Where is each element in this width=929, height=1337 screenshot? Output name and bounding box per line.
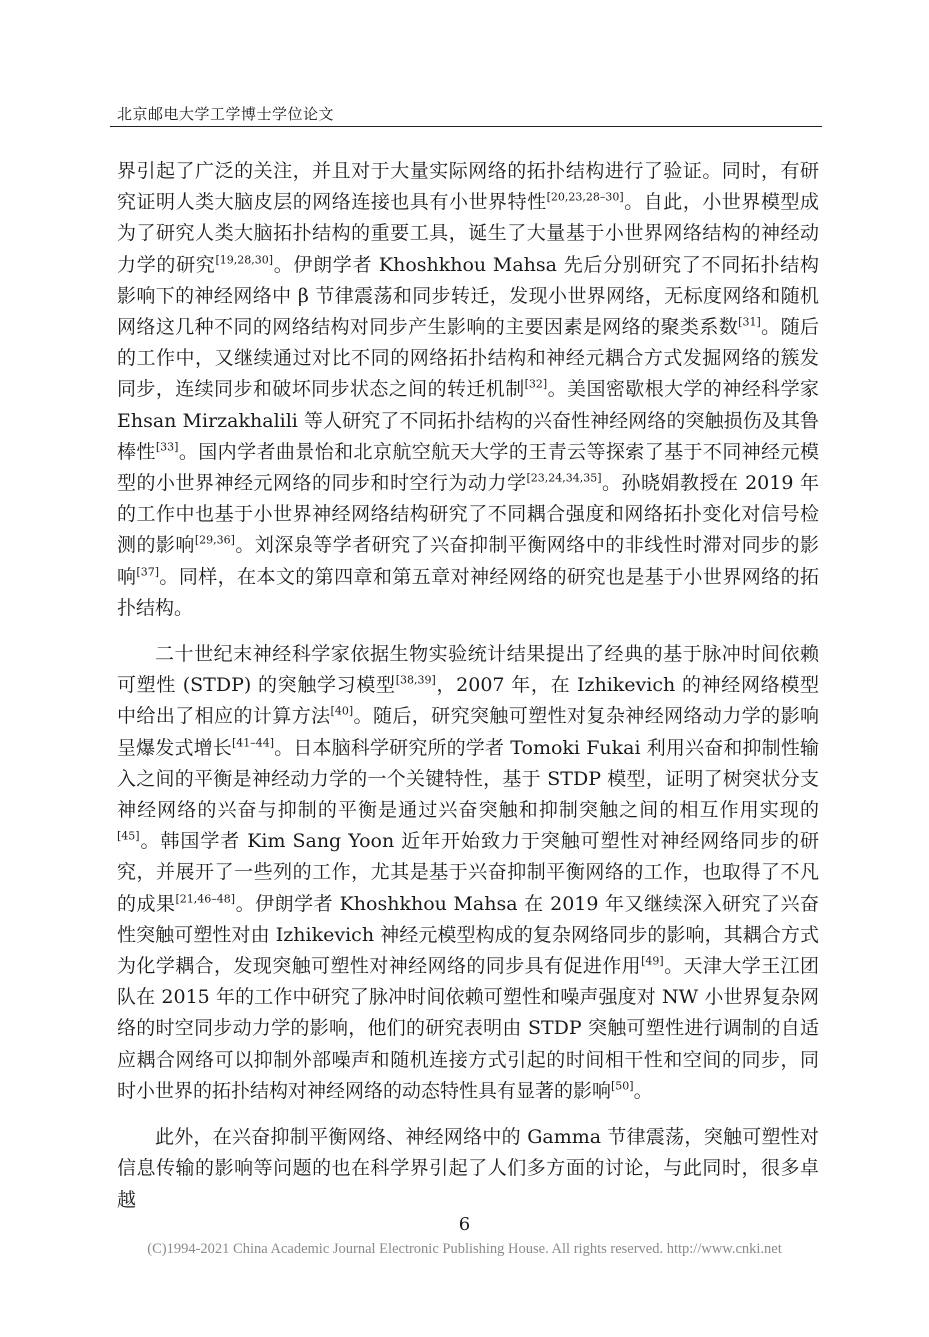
citation: [37] (136, 565, 160, 579)
citation: [19,28,30] (215, 253, 274, 267)
text-segment: 。韩国学者 Kim Sang Yoon 近年开始致力于突触可塑性对神经网络同步的研究，并展开了一些列的工作，尤其是基于兴奋抑制平衡网络的工作，也取得了不凡的成果 (117, 830, 819, 915)
citation: [50] (611, 1079, 634, 1093)
text-segment: 。孙晓娟教授在 2019 年的工作中也基于小世界神经网络结构研究了不同耦合强度和网络拓扑变化对信号检测的影响 (117, 472, 819, 557)
citation: [20,23,28–30] (546, 190, 624, 204)
body-text (117, 156, 819, 1216)
citation: [31] (738, 315, 761, 329)
text-segment: 。刘深泉等学者研究了兴奋抑制平衡网络中的非线性时滞对同步的影响 (117, 534, 819, 588)
citation: [23,24,34,35] (526, 471, 602, 485)
paragraph-1 (117, 156, 819, 624)
text-segment: 二十世纪末神经科学家依据生物实验统计结果提出了经典的基于脉冲时间依赖可塑性 (STDP) 的突触学习模型 (117, 643, 819, 697)
text-segment: 。伊朗学者 Khoshkhou Mahsa 先后分别研究了不同拓扑结构影响下的神经网络中 β 节律震荡和同步转迁，发现小世界网络，无标度网络和随机网络这几种不同的网络结构对同步产生影响的主要因素是网络的聚类系数 (117, 253, 819, 339)
text-segment: 。同样，在本文的第四章和第五章对神经网络的研究也是基于小世界网络的拓扑结构。 (117, 565, 819, 619)
citation: [45] (117, 829, 140, 843)
text-segment: 此外，在兴奋抑制平衡网络、神经网络中的 Gamma 节律震荡，突触可塑性对信息传输的影响等问题的也在科学界引起了人们多方面的讨论，与此同时，很多卓越 (117, 1126, 819, 1211)
text-segment: 。美国密歇根大学的神经科学家 Ehsan Mirzakhalili 等人研究了不同拓扑结构的兴奋性神经网络的突触损伤及其鲁棒性 (117, 378, 819, 463)
running-header: 北京邮电大学工学博士学位论文 (117, 105, 335, 123)
citation: [29,36] (194, 534, 235, 548)
citation: [40] (330, 705, 354, 719)
text-segment: 。天津大学王江团队在 2015 年的工作中研究了脉冲时间依赖可塑性和噪声强度对 NW 小世界复杂网络的时空同步动力学的影响，他们的研究表明由 STDP 突触可塑性进行调制的自适应耦合网络可以抑制外部噪声和随机连接方式引起的时间相干性和空间的同步，同时小世界的拓扑结构对神经网络的动态特性具有显著的影响 (117, 955, 819, 1102)
copyright-footer: (C)1994-2021 China Academic Journal Electronic Publishing House. All rights reserved. http://www.cnki.net (147, 1241, 782, 1257)
citation: [41–44] (231, 736, 275, 750)
text-segment: 。自此，小世界模型成为了研究人类大脑拓扑结构的重要工具，诞生了大量基于小世界网络结构的神经动力学的研究 (117, 191, 819, 276)
citation: [49] (641, 954, 664, 968)
paragraph-3 (117, 1122, 819, 1216)
citation: [38,39] (395, 673, 436, 687)
header-rule (110, 126, 822, 127)
text-segment: 。伊朗学者 Khoshkhou Mahsa 在 2019 年又继续深入研究了兴奋性突触可塑性对由 Izhikevich 神经元模型构成的复杂网络同步的影响，其耦合方式为化学耦合，发现突触可塑性对神经网络的同步具有促进作用 (117, 892, 819, 978)
citation: [21,46–48] (175, 892, 236, 906)
text-segment: 。随后的工作中，又继续通过对比不同的网络拓扑结构和神经元耦合方式发掘网络的簇发同步，连续同步和破坏同步状态之间的转迁机制 (117, 316, 819, 401)
page-number: 6 (458, 1214, 471, 1235)
text-segment: 界引起了广泛的关注，并且对于大量实际网络的拓扑结构进行了验证。同时，有研究证明人类大脑皮层的网络连接也具有小世界特性 (117, 160, 819, 214)
text-segment: 。 (633, 1079, 653, 1102)
citation: [33] (155, 440, 179, 454)
text-segment: 。国内学者曲景怡和北京航空航天大学的王青云等探索了基于不同神经元模型的小世界神经元网络的同步和时空行为动力学 (117, 440, 819, 495)
paragraph-2 (117, 639, 819, 1107)
text-segment: 。日本脑科学研究所的学者 Tomoki Fukai 利用兴奋和抑制性输入之间的平衡是神经动力学的一个关键特性，基于 STDP 模型，证明了树突状分支神经网络的兴奋与抑制的平衡是通过兴奋突触和抑制突触之间的相互作用实现的 (117, 736, 819, 822)
citation: [32] (524, 378, 548, 392)
text-segment: 。随后，研究突触可塑性对复杂神经网络动力学的影响呈爆发式增长 (117, 705, 819, 759)
text-segment: ，2007 年，在 Izhikevich 的神经网络模型中给出了相应的计算方法 (117, 674, 819, 728)
